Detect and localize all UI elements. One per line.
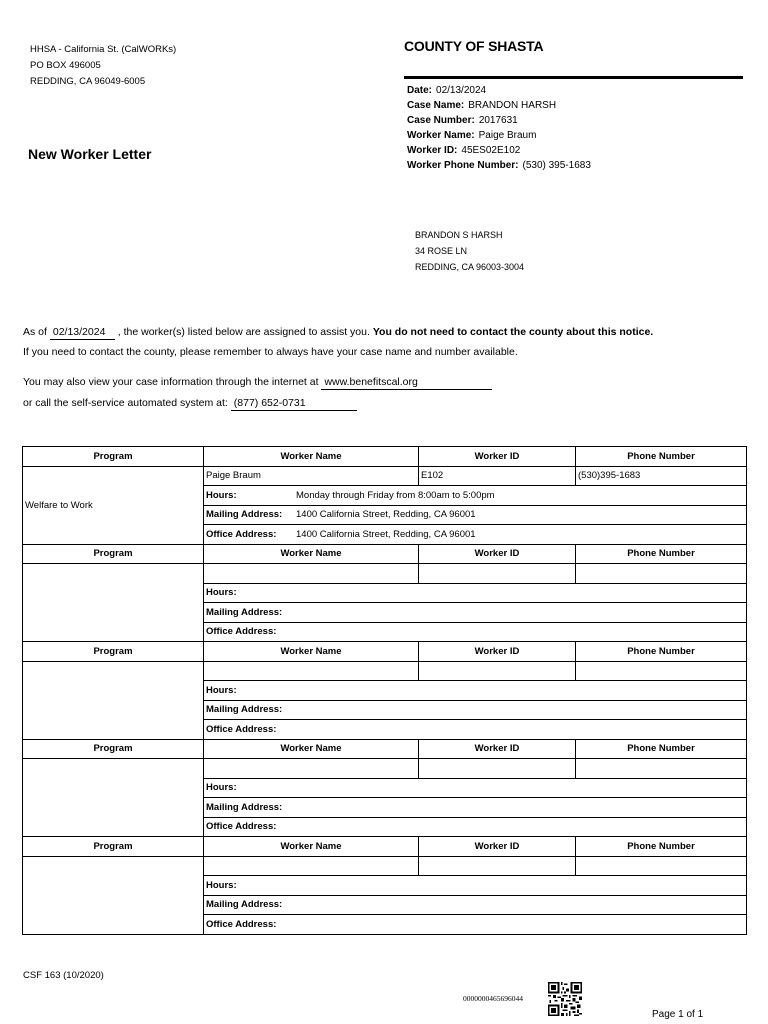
program-header: Program — [23, 837, 204, 857]
office-value: 1400 California Street, Redding, CA 96001 — [296, 528, 476, 540]
office-label: Office Address: — [206, 723, 277, 735]
worker-name-cell: Paige Braum — [204, 466, 419, 486]
contact-paragraph: If you need to contact the county, please remember to always have your case name and number available. — [23, 346, 518, 358]
recipient-address — [415, 227, 524, 275]
as-of-date: 02/13/2024 — [50, 326, 115, 340]
table-header-row — [23, 837, 747, 857]
assignment-paragraph — [23, 326, 653, 340]
hours-label: Hours: — [206, 684, 237, 696]
hours-cell — [204, 778, 747, 798]
case-name-value: BRANDON HARSH — [468, 100, 557, 111]
page-number: Page 1 of 1 — [652, 1009, 704, 1020]
table-header-row — [23, 447, 747, 467]
table-header-row — [23, 739, 747, 759]
phone-header: Phone Number — [576, 837, 747, 857]
office-cell — [204, 720, 747, 740]
no-contact-notice: You do not need to contact the county about this notice. — [372, 326, 654, 338]
hours-value: Monday through Friday from 8:00am to 5:00pm — [296, 489, 495, 501]
mailing-cell — [204, 700, 747, 720]
worker-name-header: Worker Name — [204, 739, 419, 759]
case-number-label: Case Number: — [407, 115, 475, 126]
office-label: Office Address: — [206, 626, 277, 638]
sender-line-3: REDDING, CA 96049-6005 — [30, 76, 146, 87]
automated-phone: (877) 652-0731 — [231, 397, 357, 411]
worker-assignment-table — [22, 446, 747, 935]
mailing-label: Mailing Address: — [206, 899, 283, 911]
phone-header: Phone Number — [576, 739, 747, 759]
worker-id-cell — [419, 661, 576, 681]
barcode-number: 0000000465696044 — [463, 994, 523, 1003]
table-row — [23, 856, 747, 876]
phone-cell — [576, 856, 747, 876]
date-label: Date: — [407, 85, 433, 96]
hours-label: Hours: — [206, 782, 237, 794]
recipient-line-3: REDDING, CA 96003-3004 — [415, 262, 525, 272]
as-of-label: As of — [23, 326, 47, 338]
mailing-label: Mailing Address: — [206, 509, 283, 521]
sender-address — [30, 42, 176, 90]
hours-label: Hours: — [206, 489, 237, 501]
table-row — [23, 759, 747, 779]
mailing-value: 1400 California Street, Redding, CA 96001 — [296, 509, 476, 521]
worker-id-header: Worker ID — [419, 544, 576, 564]
case-info-block — [407, 83, 591, 173]
mailing-label: Mailing Address: — [206, 801, 283, 813]
mailing-cell — [204, 603, 747, 623]
worker-id-value: 45ES02E102 — [461, 145, 521, 156]
mailing-label: Mailing Address: — [206, 606, 283, 618]
program-header: Program — [23, 447, 204, 467]
sender-line-1: HHSA - California St. (CalWORKs) — [30, 44, 177, 55]
worker-name-header: Worker Name — [204, 447, 419, 467]
phone-header: Phone Number — [576, 642, 747, 662]
worker-id-cell — [419, 759, 576, 779]
hours-cell — [204, 876, 747, 896]
phone-cell — [576, 759, 747, 779]
table-row — [23, 564, 747, 584]
phone-text: or call the self-service automated system at: — [23, 397, 228, 409]
program-header: Program — [23, 739, 204, 759]
internet-paragraph — [23, 376, 492, 390]
phone-cell — [576, 564, 747, 584]
table-row — [23, 466, 747, 486]
recipient-line-2: 34 ROSE LN — [415, 246, 468, 256]
worker-phone-value: (530) 395-1683 — [522, 160, 591, 171]
worker-id-cell — [419, 564, 576, 584]
office-label: Office Address: — [206, 918, 277, 930]
phone-cell: (530)395-1683 — [576, 466, 747, 486]
program-cell — [23, 661, 204, 739]
worker-id-header: Worker ID — [419, 837, 576, 857]
worker-id-header: Worker ID — [419, 447, 576, 467]
sender-line-2: PO BOX 496005 — [30, 60, 101, 71]
table-header-row — [23, 642, 747, 662]
hours-cell — [204, 583, 747, 603]
worker-id-header: Worker ID — [419, 642, 576, 662]
worker-name-cell — [204, 759, 419, 779]
office-cell — [204, 817, 747, 837]
phone-cell — [576, 661, 747, 681]
worker-name-row — [407, 128, 591, 143]
program-cell — [23, 564, 204, 642]
case-name-label: Case Name: — [407, 100, 465, 111]
internet-text: You may also view your case information through the internet at — [23, 376, 319, 388]
qr-code-icon — [548, 982, 582, 1016]
office-cell — [204, 915, 747, 935]
program-header: Program — [23, 544, 204, 564]
worker-id-header: Worker ID — [419, 739, 576, 759]
case-number-row — [407, 113, 591, 128]
program-cell — [23, 856, 204, 934]
hours-cell — [204, 486, 747, 506]
date-row — [407, 83, 591, 98]
worker-id-cell: E102 — [419, 466, 576, 486]
letter-title: New Worker Letter — [28, 146, 152, 162]
worker-phone-label: Worker Phone Number: — [407, 160, 519, 171]
worker-name-value: Paige Braum — [478, 130, 537, 141]
worker-name-label: Worker Name: — [407, 130, 475, 141]
assigned-text: , the worker(s) listed below are assigned to assist you. — [117, 326, 370, 338]
case-number-value: 2017631 — [478, 115, 518, 126]
office-cell — [204, 525, 747, 545]
worker-name-header: Worker Name — [204, 544, 419, 564]
worker-name-cell — [204, 564, 419, 584]
mailing-cell — [204, 505, 747, 525]
county-name: COUNTY OF SHASTA — [404, 38, 544, 54]
hours-label: Hours: — [206, 879, 237, 891]
website-link[interactable]: www.benefitscal.org — [321, 376, 492, 390]
worker-id-cell — [419, 856, 576, 876]
worker-id-label: Worker ID: — [407, 145, 458, 156]
program-cell: Welfare to Work — [23, 466, 204, 544]
office-label: Office Address: — [206, 821, 277, 833]
form-id: CSF 163 (10/2020) — [23, 970, 104, 981]
date-value: 02/13/2024 — [436, 85, 487, 96]
mailing-cell — [204, 798, 747, 818]
table-row — [23, 661, 747, 681]
recipient-line-1: BRANDON S HARSH — [415, 230, 503, 240]
office-label: Office Address: — [206, 528, 277, 540]
worker-name-header: Worker Name — [204, 642, 419, 662]
phone-header: Phone Number — [576, 544, 747, 564]
hours-label: Hours: — [206, 587, 237, 599]
office-cell — [204, 622, 747, 642]
program-header: Program — [23, 642, 204, 662]
mailing-label: Mailing Address: — [206, 704, 283, 716]
mailing-cell — [204, 895, 747, 915]
phone-paragraph — [23, 397, 357, 411]
worker-phone-row — [407, 158, 591, 173]
header-divider — [404, 76, 743, 79]
phone-header: Phone Number — [576, 447, 747, 467]
case-name-row — [407, 98, 591, 113]
program-cell — [23, 759, 204, 837]
worker-name-cell — [204, 661, 419, 681]
worker-name-header: Worker Name — [204, 837, 419, 857]
worker-id-row — [407, 143, 591, 158]
table-header-row — [23, 544, 747, 564]
hours-cell — [204, 681, 747, 701]
worker-name-cell — [204, 856, 419, 876]
